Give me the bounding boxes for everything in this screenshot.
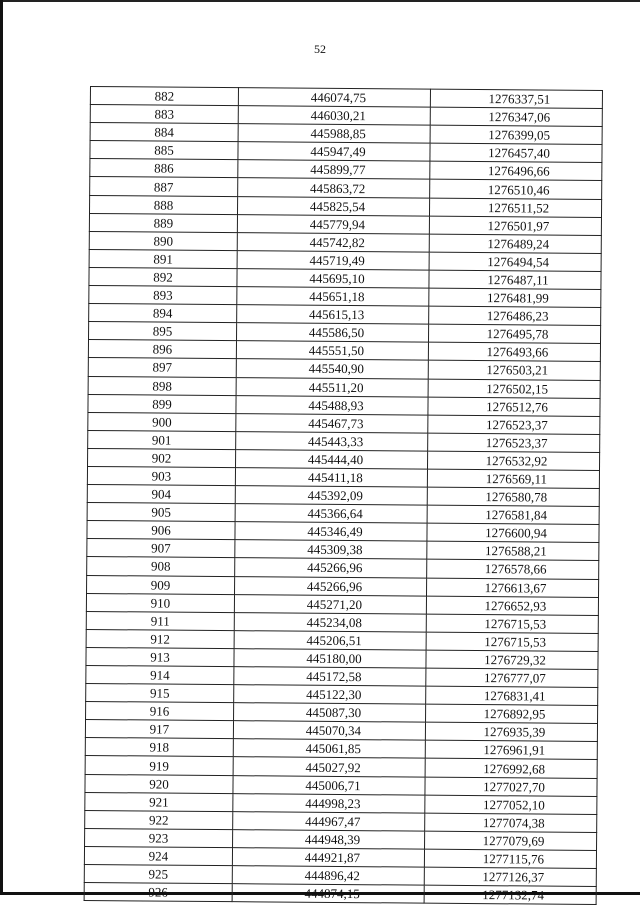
y-coordinate-cell: 1276496,66 xyxy=(430,162,602,181)
x-coordinate-cell: 445863,72 xyxy=(238,178,430,198)
y-coordinate-cell: 1276399,05 xyxy=(430,125,602,144)
x-coordinate-cell: 444921,87 xyxy=(232,848,424,868)
y-coordinate-cell: 1277079,69 xyxy=(425,831,597,850)
x-coordinate-cell: 445825,54 xyxy=(237,196,429,216)
point-number-cell: 919 xyxy=(85,756,233,775)
y-coordinate-cell: 1276588,21 xyxy=(427,542,599,561)
point-number-cell: 904 xyxy=(87,485,235,504)
point-number-cell: 894 xyxy=(89,304,237,323)
coordinates-table-wrapper xyxy=(84,86,602,905)
x-coordinate-cell: 445172,58 xyxy=(234,667,426,687)
y-coordinate-cell: 1276523,37 xyxy=(428,415,600,434)
x-coordinate-cell: 445411,18 xyxy=(235,468,427,488)
y-coordinate-cell: 1276935,39 xyxy=(425,722,597,741)
x-coordinate-cell: 445027,92 xyxy=(233,757,425,777)
point-number-cell: 905 xyxy=(87,503,235,522)
point-number-cell: 895 xyxy=(89,322,237,341)
x-coordinate-cell: 445070,34 xyxy=(233,721,425,741)
x-coordinate-cell: 445719,49 xyxy=(237,251,429,271)
y-coordinate-cell: 1276600,94 xyxy=(427,523,599,542)
x-coordinate-cell: 445551,50 xyxy=(236,341,428,361)
x-coordinate-cell: 445511,20 xyxy=(236,377,428,397)
point-number-cell: 926 xyxy=(84,883,232,902)
x-coordinate-cell: 446030,21 xyxy=(238,106,430,126)
scan-border-left xyxy=(0,0,3,895)
point-number-cell: 915 xyxy=(86,684,234,703)
y-coordinate-cell: 1277052,10 xyxy=(425,795,597,814)
point-number-cell: 884 xyxy=(90,123,238,142)
point-number-cell: 910 xyxy=(86,593,234,612)
x-coordinate-cell: 445346,49 xyxy=(235,522,427,542)
x-coordinate-cell: 445206,51 xyxy=(234,630,426,650)
x-coordinate-cell: 445006,71 xyxy=(233,775,425,795)
y-coordinate-cell: 1276347,06 xyxy=(430,107,602,126)
point-number-cell: 921 xyxy=(85,792,233,811)
point-number-cell: 885 xyxy=(90,141,238,160)
x-coordinate-cell: 444896,42 xyxy=(232,866,424,886)
point-number-cell: 893 xyxy=(89,286,237,305)
point-number-cell: 889 xyxy=(89,213,237,232)
x-coordinate-cell: 445779,94 xyxy=(237,214,429,234)
y-coordinate-cell: 1276486,23 xyxy=(429,306,601,325)
x-coordinate-cell: 446074,75 xyxy=(238,88,430,108)
y-coordinate-cell: 1276510,46 xyxy=(430,180,602,199)
page-number: 52 xyxy=(314,42,326,56)
x-coordinate-cell: 445742,82 xyxy=(237,232,429,252)
y-coordinate-cell: 1277027,70 xyxy=(425,777,597,796)
y-coordinate-cell: 1276493,66 xyxy=(428,342,600,361)
x-coordinate-cell: 445467,73 xyxy=(236,413,428,433)
y-coordinate-cell: 1276569,11 xyxy=(427,469,599,488)
y-coordinate-cell: 1277115,76 xyxy=(424,849,596,868)
point-number-cell: 914 xyxy=(86,665,234,684)
point-number-cell: 892 xyxy=(89,267,237,286)
y-coordinate-cell: 1276992,68 xyxy=(425,759,597,778)
y-coordinate-cell: 1277126,37 xyxy=(424,867,596,886)
x-coordinate-cell: 445540,90 xyxy=(236,359,428,379)
point-number-cell: 906 xyxy=(87,521,235,540)
x-coordinate-cell: 444967,47 xyxy=(233,811,425,831)
x-coordinate-cell: 445988,85 xyxy=(238,124,430,144)
x-coordinate-cell: 444998,23 xyxy=(233,793,425,813)
y-coordinate-cell: 1276777,07 xyxy=(426,668,598,687)
point-number-cell: 902 xyxy=(88,448,236,467)
y-coordinate-cell: 1276501,97 xyxy=(429,216,601,235)
point-number-cell: 907 xyxy=(87,539,235,558)
y-coordinate-cell: 1276715,53 xyxy=(426,614,598,633)
point-number-cell: 901 xyxy=(88,430,236,449)
y-coordinate-cell: 1276613,67 xyxy=(427,578,599,597)
point-number-cell: 923 xyxy=(85,828,233,847)
point-number-cell: 887 xyxy=(90,177,238,196)
y-coordinate-cell: 1276512,76 xyxy=(428,397,600,416)
point-number-cell: 888 xyxy=(90,195,238,214)
point-number-cell: 903 xyxy=(87,466,235,485)
y-coordinate-cell: 1276494,54 xyxy=(429,252,601,271)
y-coordinate-cell: 1276715,53 xyxy=(426,632,598,651)
y-coordinate-cell: 1276503,21 xyxy=(428,361,600,380)
point-number-cell: 912 xyxy=(86,629,234,648)
point-number-cell: 917 xyxy=(85,720,233,739)
point-number-cell: 924 xyxy=(84,846,232,865)
y-coordinate-cell: 1276532,92 xyxy=(428,451,600,470)
x-coordinate-cell: 445266,96 xyxy=(235,576,427,596)
point-number-cell: 890 xyxy=(89,231,237,250)
y-coordinate-cell: 1276831,41 xyxy=(426,686,598,705)
y-coordinate-cell: 1277132,74 xyxy=(424,885,596,904)
y-coordinate-cell: 1276578,66 xyxy=(427,560,599,579)
x-coordinate-cell: 445443,33 xyxy=(236,431,428,451)
y-coordinate-cell: 1276495,78 xyxy=(428,324,600,343)
x-coordinate-cell: 444874,15 xyxy=(232,884,424,904)
point-number-cell: 909 xyxy=(87,575,235,594)
y-coordinate-cell: 1276457,40 xyxy=(430,143,602,162)
point-number-cell: 898 xyxy=(88,376,236,395)
x-coordinate-cell: 445366,64 xyxy=(235,504,427,524)
x-coordinate-cell: 445309,38 xyxy=(235,540,427,560)
y-coordinate-cell: 1276337,51 xyxy=(430,89,602,108)
x-coordinate-cell: 445651,18 xyxy=(237,287,429,307)
y-coordinate-cell: 1277074,38 xyxy=(425,813,597,832)
point-number-cell: 882 xyxy=(90,87,238,106)
coordinates-table xyxy=(84,86,603,905)
point-number-cell: 920 xyxy=(85,774,233,793)
y-coordinate-cell: 1276487,11 xyxy=(429,270,601,289)
x-coordinate-cell: 445234,08 xyxy=(234,612,426,632)
x-coordinate-cell: 445061,85 xyxy=(233,739,425,759)
x-coordinate-cell: 445180,00 xyxy=(234,649,426,669)
y-coordinate-cell: 1276581,84 xyxy=(427,505,599,524)
y-coordinate-cell: 1276892,95 xyxy=(426,704,598,723)
y-coordinate-cell: 1276502,15 xyxy=(428,379,600,398)
point-number-cell: 883 xyxy=(90,105,238,124)
y-coordinate-cell: 1276729,32 xyxy=(426,650,598,669)
point-number-cell: 925 xyxy=(84,865,232,884)
x-coordinate-cell: 445392,09 xyxy=(235,486,427,506)
x-coordinate-cell: 445695,10 xyxy=(237,269,429,289)
point-number-cell: 918 xyxy=(85,738,233,757)
point-number-cell: 896 xyxy=(88,340,236,359)
x-coordinate-cell: 445087,30 xyxy=(234,703,426,723)
point-number-cell: 899 xyxy=(88,394,236,413)
table-row xyxy=(84,883,596,905)
point-number-cell: 886 xyxy=(90,159,238,178)
point-number-cell: 897 xyxy=(88,358,236,377)
y-coordinate-cell: 1276961,91 xyxy=(425,741,597,760)
y-coordinate-cell: 1276489,24 xyxy=(429,234,601,253)
x-coordinate-cell: 445947,49 xyxy=(238,142,430,162)
x-coordinate-cell: 445271,20 xyxy=(234,594,426,614)
point-number-cell: 900 xyxy=(88,412,236,431)
y-coordinate-cell: 1276652,93 xyxy=(426,596,598,615)
x-coordinate-cell: 445615,13 xyxy=(237,305,429,325)
x-coordinate-cell: 444948,39 xyxy=(233,829,425,849)
y-coordinate-cell: 1276523,37 xyxy=(428,433,600,452)
point-number-cell: 922 xyxy=(85,810,233,829)
x-coordinate-cell: 445586,50 xyxy=(237,323,429,343)
scan-border-top xyxy=(0,0,640,2)
point-number-cell: 908 xyxy=(87,557,235,576)
x-coordinate-cell: 445488,93 xyxy=(236,395,428,415)
y-coordinate-cell: 1276481,99 xyxy=(429,288,601,307)
x-coordinate-cell: 445444,40 xyxy=(236,450,428,470)
x-coordinate-cell: 445899,77 xyxy=(238,160,430,180)
x-coordinate-cell: 445266,96 xyxy=(235,558,427,578)
point-number-cell: 913 xyxy=(86,647,234,666)
point-number-cell: 911 xyxy=(86,611,234,630)
y-coordinate-cell: 1276511,52 xyxy=(429,198,601,217)
point-number-cell: 891 xyxy=(89,249,237,268)
coordinates-table-body xyxy=(84,87,602,905)
x-coordinate-cell: 445122,30 xyxy=(234,685,426,705)
y-coordinate-cell: 1276580,78 xyxy=(427,487,599,506)
point-number-cell: 916 xyxy=(86,702,234,721)
